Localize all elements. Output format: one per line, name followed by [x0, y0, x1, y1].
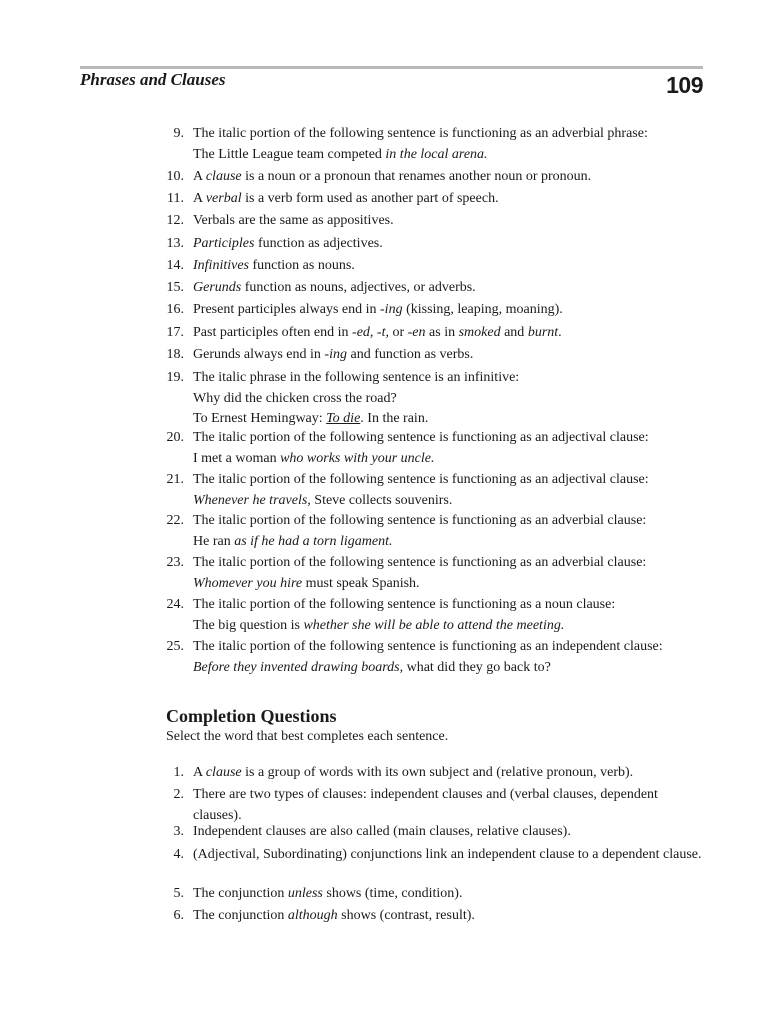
section-heading: Completion Questions — [166, 706, 337, 726]
question-text: The italic portion of the following sentence is functioning as an adjectival clause: I met a woman who works with your uncle. — [193, 430, 649, 466]
page-number: 109 — [666, 72, 703, 98]
question-number: 2. — [173, 787, 184, 802]
question-text: The italic portion of the following sentence is functioning as an adverbial phrase: The Little League team competed in the local arena. — [193, 126, 648, 162]
question-text: The italic portion of the following sentence is functioning as an adjectival clause: Whenever he travels, Steve collects souvenirs. — [193, 472, 649, 508]
question-text: The italic portion of the following sentence is functioning as a noun clause: The big question is whether she will be able to attend the meeting. — [193, 597, 616, 633]
question-number: 9. — [173, 126, 184, 141]
question-number: 13. — [166, 236, 184, 251]
question-number: 22. — [166, 513, 184, 528]
question-text: Verbals are the same as appositives. — [193, 213, 394, 228]
question-text: A verbal is a verb form used as another part of speech. — [193, 191, 499, 206]
question-number: 24. — [166, 597, 184, 612]
question-text: Present participles always end in -ing (kissing, leaping, moaning). — [193, 302, 563, 317]
question-text: Gerunds function as nouns, adjectives, or adverbs. — [193, 280, 476, 295]
question-number: 12. — [166, 213, 184, 228]
question-text: Infinitives function as nouns. — [193, 258, 355, 273]
question-number: 16. — [166, 302, 184, 317]
question-number: 11. — [167, 191, 184, 206]
question-number: 10. — [166, 169, 184, 184]
question-text: The conjunction unless shows (time, condition). — [193, 886, 463, 901]
running-head: Phrases and Clauses — [80, 70, 226, 89]
question-text: Gerunds always end in -ing and function as verbs. — [193, 347, 474, 362]
question-number: 4. — [173, 847, 184, 862]
question-number: 1. — [173, 765, 184, 780]
question-number: 25. — [166, 639, 184, 654]
question-number: 21. — [166, 472, 184, 487]
question-number: 23. — [166, 555, 184, 570]
section-instructions: Select the word that best completes each sentence. — [166, 729, 449, 744]
header-rule — [80, 66, 703, 69]
question-text: A clause is a group of words with its own subject and (relative pronoun, verb). — [193, 765, 634, 780]
question-text: Past participles often end in -ed, -t, or -en as in smoked and burnt. — [193, 325, 562, 340]
question-text: The italic portion of the following sentence is functioning as an independent clause: Before they invented drawing boards, what did they go back to? — [193, 639, 663, 675]
question-number: 15. — [166, 280, 184, 295]
question-text: (Adjectival, Subordinating) conjunctions link an independent clause to a dependent clause. — [193, 847, 702, 862]
question-number: 19. — [166, 370, 184, 385]
question-text: Participles function as adjectives. — [193, 236, 383, 251]
question-text: The conjunction although shows (contrast, result). — [193, 908, 475, 923]
question-number: 5. — [173, 886, 184, 901]
question-number: 3. — [173, 824, 184, 839]
question-text: The italic portion of the following sentence is functioning as an adverbial clause: Whomever you hire must speak Spanish. — [193, 555, 647, 591]
question-number: 20. — [166, 430, 184, 445]
question-number: 14. — [166, 258, 184, 273]
question-text: Independent clauses are also called (main clauses, relative clauses). — [193, 824, 571, 839]
question-text: The italic phrase in the following sentence is an infinitive: Why did the chicken cross the road? To Ernest Hemingway: To die. In the rain. — [193, 370, 520, 426]
question-text: A clause is a noun or a pronoun that renames another noun or pronoun. — [193, 169, 592, 184]
question-number: 17. — [166, 325, 184, 340]
question-text: There are two types of clauses: independent clauses and (verbal clauses, dependent clauses). — [193, 787, 658, 823]
question-number: 6. — [173, 908, 184, 923]
question-text: The italic portion of the following sentence is functioning as an adverbial clause: He ran as if he had a torn ligament. — [193, 513, 647, 549]
question-number: 18. — [166, 347, 184, 362]
